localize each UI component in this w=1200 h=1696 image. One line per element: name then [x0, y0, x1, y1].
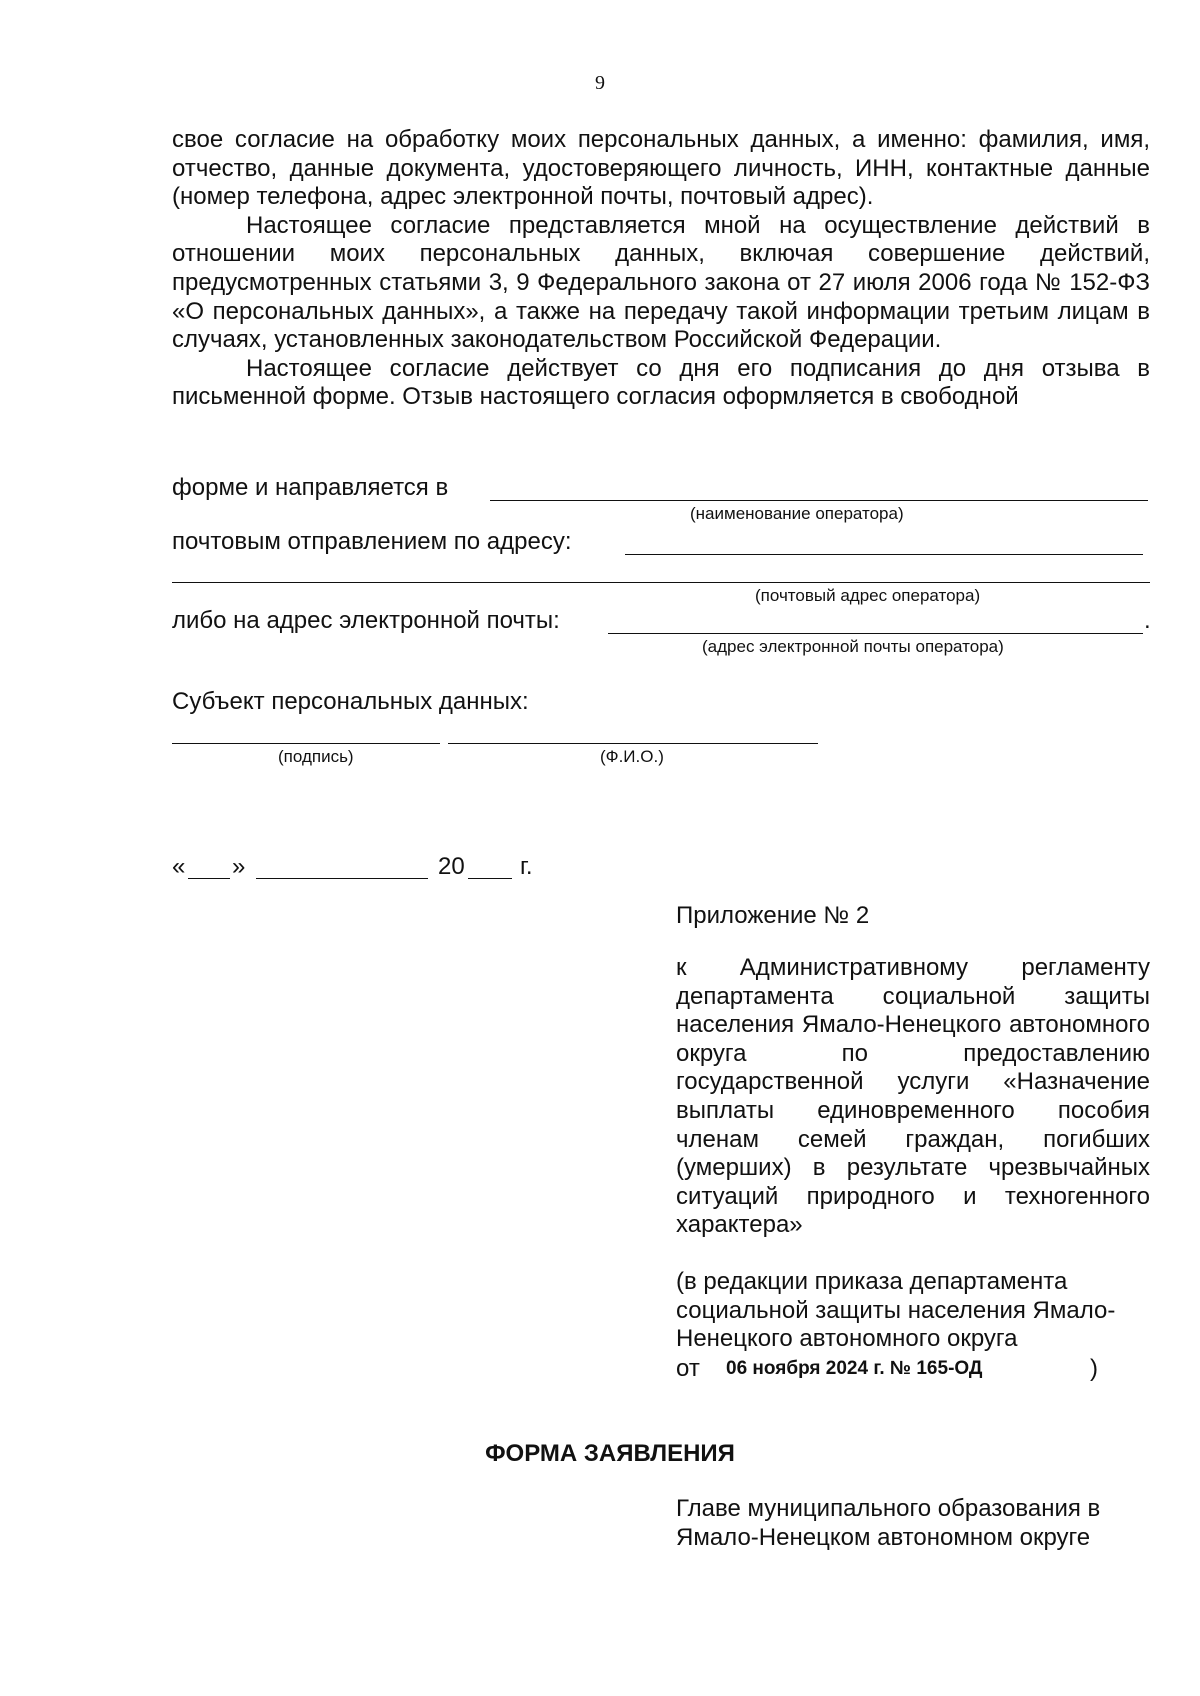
operator-name-caption: (наименование оператора)	[690, 504, 904, 523]
operator-name-line	[490, 500, 1148, 501]
postal-address-line-2	[172, 582, 1150, 583]
email-caption: (адрес электронной почты оператора)	[702, 637, 1004, 656]
date-year-suffix: г.	[520, 853, 533, 880]
consent-paragraph-1: свое согласие на обработку моих персональных данных, а именно: фамилия, имя, отчество, данные документа, удостоверяющего личность, ИНН, контактные данные (номер телефона, адрес электронной почты, почтовый адрес).	[172, 126, 1150, 211]
signature-line	[172, 743, 440, 744]
signature-caption: (подпись)	[278, 747, 354, 766]
email-label: либо на адрес электронной почты:	[172, 607, 560, 634]
addressee: Главе муниципального образования в Ямало-Ненецком автономном округе	[676, 1495, 1101, 1551]
email-line-end: .	[1144, 607, 1151, 634]
appendix-edition: (в редакции приказа департамента социальной защиты населения Ямало-Ненецкого автономного округа	[676, 1268, 1116, 1353]
date-year-prefix: 20	[438, 853, 465, 880]
consent-paragraph-2: Настоящее согласие представляется мной на осуществление действий в отношении моих персональных данных, включая совершение действий, предусмотренных статьями 3, 9 Федерального закона от 27 июля 2006 года № 152-ФЗ «О персональных данных», а также на передачу такой информации третьим лицам в случаях, установленных законодательством Российской Федерации.	[172, 211, 1150, 354]
date-open-quote: «	[172, 853, 186, 880]
consent-text	[172, 126, 1150, 412]
date-day-line	[188, 878, 230, 879]
postal-address-line-1	[625, 554, 1143, 555]
send-to-label: форме и направляется в	[172, 474, 449, 501]
email-line	[608, 633, 1143, 634]
postal-label: почтовым отправлением по адресу:	[172, 528, 572, 555]
order-prefix: от	[676, 1355, 700, 1382]
fio-line	[448, 743, 818, 744]
consent-paragraph-3: Настоящее согласие действует со дня его подписания до дня отзыва в письменной форме. Отзыв настоящего согласия оформляется в свободной	[172, 354, 1150, 411]
date-month-line	[256, 878, 428, 879]
date-close-quote: »	[232, 853, 246, 880]
postal-address-caption: (почтовый адрес оператора)	[755, 586, 981, 605]
page-number: 9	[595, 72, 605, 94]
form-title: ФОРМА ЗАЯВЛЕНИЯ	[485, 1440, 735, 1467]
order-close-paren: )	[1090, 1355, 1098, 1382]
appendix-body: к Административному регламенту департамента социальной защиты населения Ямало-Ненецкого автономного округа по предоставлению государственной услуги «Назначение выплаты единовременного пособия членам семей граждан, погибших (умерших) в результате чрезвычайных ситуаций природного и техногенного характера»	[676, 954, 1150, 1239]
fio-caption: (Ф.И.О.)	[600, 747, 664, 766]
order-reference: 06 ноября 2024 г. № 165-ОД	[726, 1358, 983, 1379]
date-year-line	[468, 878, 512, 879]
appendix-title: Приложение № 2	[676, 902, 870, 929]
subject-label: Субъект персональных данных:	[172, 688, 529, 715]
